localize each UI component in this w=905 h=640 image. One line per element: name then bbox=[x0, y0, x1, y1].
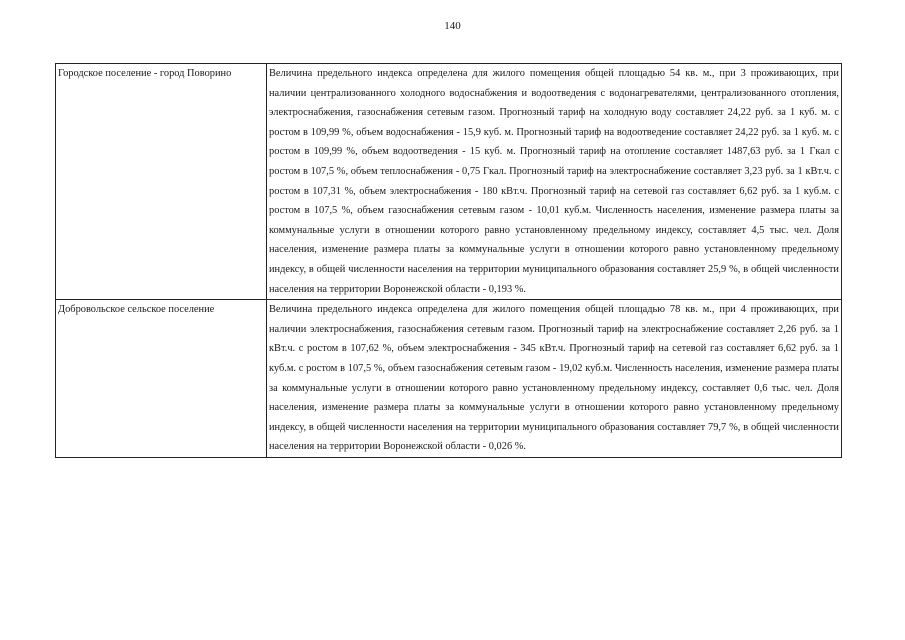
page-number: 140 bbox=[444, 20, 461, 32]
municipality-name-cell: Городское поселение - город Поворино bbox=[56, 64, 267, 300]
municipality-name-cell: Добровольское сельское поселение bbox=[56, 300, 267, 458]
table-row-povorino bbox=[56, 64, 842, 300]
table-row-dobrovolskoe bbox=[56, 300, 842, 458]
index-description-cell: Величина предельного индекса определена для жилого помещения общей площадью 78 кв. м., при 4 проживающих, при наличии электроснабжения, газоснабжения сетевым газом. Прогнозный тариф на электроснабжение составляет 2,26 руб. за 1 кВт.ч. с ростом в 107,62 %, объем электроснабжения - 345 кВт.ч. Прогнозный тариф на сетевой газ составляет 6,62 руб. за 1 куб.м. с ростом в 107,5 %, объем газоснабжения сетевым газом - 19,02 куб.м. Численность населения, изменение размера платы за коммунальные услуги в отношении которого равно установленному предельному индексу, составляет 0,6 тыс. чел. Доля населения, изменение размера платы за коммунальные услуги в отношении которого равно установленному предельному индексу, в общей численности населения на территории муниципального образования составляет 79,7 %, в общей численности населения на территории Воронежской области - 0,026 %. bbox=[267, 300, 842, 458]
index-description-cell: Величина предельного индекса определена для жилого помещения общей площадью 54 кв. м., при 3 проживающих, при наличии централизованного холодного водоснабжения и водоотведения с водонагревателями, централизованного отопления, электроснабжения, газоснабжения сетевым газом. Прогнозный тариф на холодную воду составляет 24,22 руб. за 1 куб. м. с ростом в 109,99 %, объем водоснабжения - 15,9 куб. м. Прогнозный тариф на водоотведение составляет 24,22 руб. за 1 куб. м. с ростом в 109,99 %, объем водоотведения - 15 куб. м. Прогнозный тариф на отопление составляет 1487,63 руб. за 1 Гкал с ростом в 107,5 %, объем теплоснабжения - 0,75 Гкал. Прогнозный тариф на электроснабжение составляет 3,23 руб. за 1 кВт.ч. с ростом в 107,31 %, объем электроснабжения - 180 кВт.ч. Прогнозный тариф на сетевой газ составляет 6,62 руб. за 1 куб.м. с ростом в 107,5 %, объем газоснабжения сетевым газом - 10,01 куб.м. Численность населения, изменение размера платы за коммунальные услуги в отношении которого равно установленному предельному индексу, составляет 4,5 тыс. чел. Доля населения, изменение размера платы за коммунальные услуги в отношении которого равно установленному предельному индексу, в общей численности населения на территории муниципального образования составляет 25,9 %, в общей численности населения на территории Воронежской области - 0,193 %. bbox=[267, 64, 842, 300]
municipality-index-table bbox=[55, 63, 842, 458]
